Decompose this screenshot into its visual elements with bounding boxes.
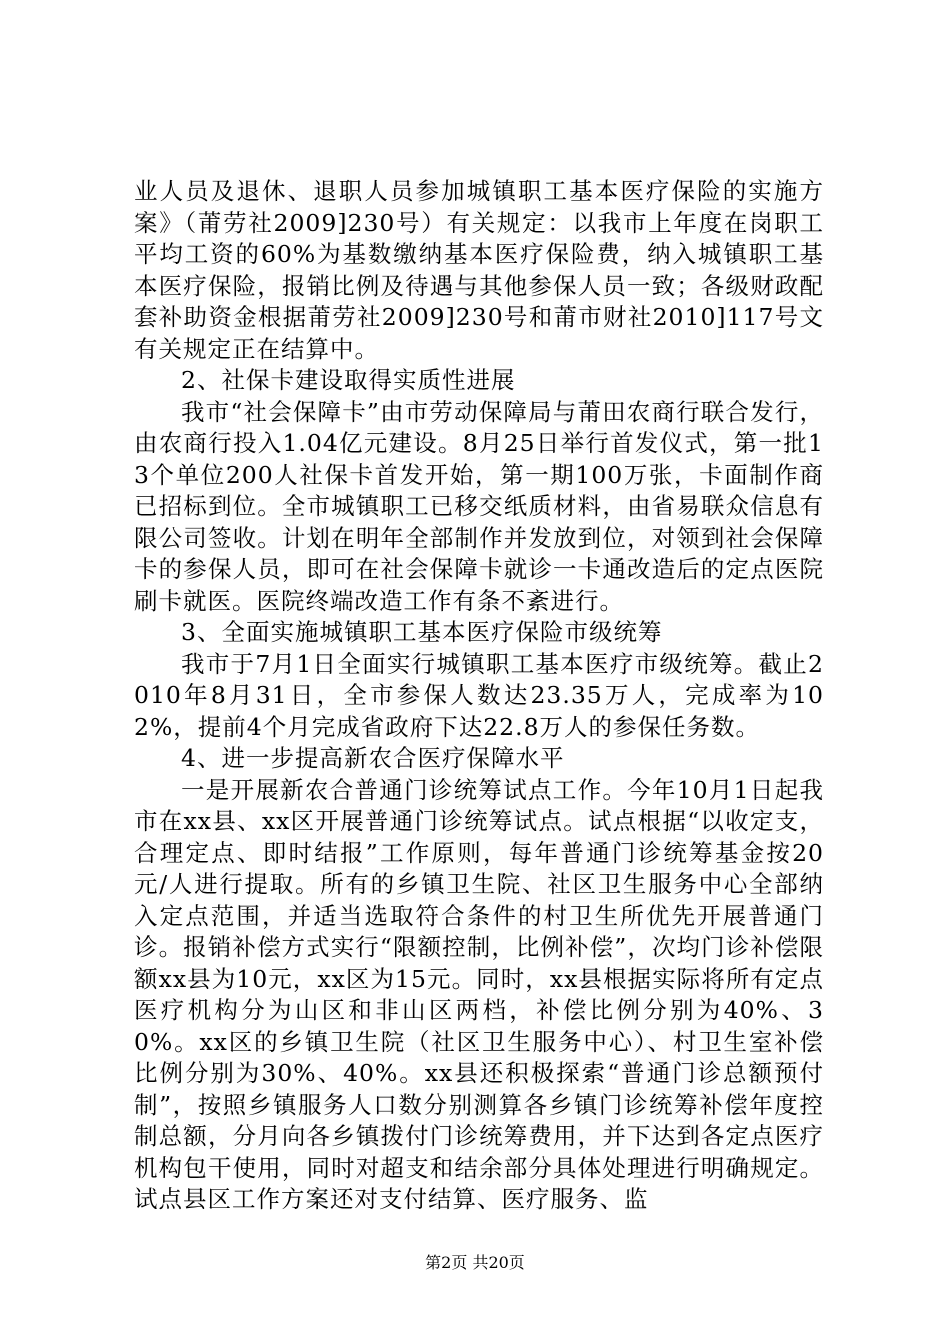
page-number-label: 第2页 共20页 (425, 1253, 525, 1272)
section-heading-municipal-coordination: 3、全面实施城镇职工基本医疗保险市级统筹 (181, 618, 663, 646)
document-body (134, 176, 824, 1216)
paragraph-rural-cooperative-medical: 一是开展新农合普通门诊统筹试点工作。今年10月1日起我市在xx县、xx区开展普通门诊统筹试点。试点根据“以收定支，合理定点、即时结报”工作原则，每年普通门诊统筹基金按20元/人进行提取。所有的乡镇卫生院、社区卫生服务中心全部纳入定点范围，并适当选取符合条件的村卫生所优先开展普通门诊。报销补偿方式实行“限额控制，比例补偿”，次均门诊补偿限额xx县为10元，xx区为15元。同时，xx县根据实际将所有定点医疗机构分为山区和非山区两档，补偿比例分别为40%、30%。xx区的乡镇卫生院（社区卫生服务中心）、村卫生室补偿比例分别为30%、40%。xx县还积极探索“普通门诊总额预付制”，按照乡镇服务人口数分别测算各乡镇门诊统筹补偿年度控制总额，分月向各乡镇拨付门诊统筹费用，并下达到各定点医疗机构包干使用，同时对超支和结余部分具体处理进行明确规定。试点县区工作方案还对支付结算、医疗服务、监 (134, 775, 824, 1213)
paragraph-social-security-card: 我市“社会保障卡”由市劳动保障局与莆田农商行联合发行，由农商行投入1.04亿元建设。8月25日举行首发仪式，第一批13个单位200人社保卡首发开始，第一期100万张，卡面制作商已招标到位。全市城镇职工已移交纸质材料，由省易联众信息有限公司签收。计划在明年全部制作并发放到位，对领到社会保障卡的参保人员，即可在社会保障卡就诊一卡通改造后的定点医院刷卡就医。医院终端改造工作有条不紊进行。 (134, 397, 824, 615)
section-heading-rural-cooperative-medical: 4、进一步提高新农合医疗保障水平 (181, 744, 565, 772)
page-footer (0, 1252, 950, 1274)
paragraph-municipal-coordination: 我市于7月1日全面实行城镇职工基本医疗市级统筹。截止2010年8月31日，全市参保人数达23.35万人，完成率为102%，提前4个月完成省政府下达22.8万人的参保任务数。 (134, 649, 824, 741)
section-heading-social-security-card: 2、社保卡建设取得实质性进展 (181, 366, 516, 394)
paragraph-continuation: 业人员及退休、退职人员参加城镇职工基本医疗保险的实施方案》（莆劳社2009]230号）有关规定：以我市上年度在岗职工平均工资的60%为基数缴纳基本医疗保险费，纳入城镇职工基本医疗保险，报销比例及待遇与其他参保人员一致；各级财政配套补助资金根据莆劳社2009]230号和莆市财社2010]117号文有关规定正在结算中。 (134, 177, 824, 363)
